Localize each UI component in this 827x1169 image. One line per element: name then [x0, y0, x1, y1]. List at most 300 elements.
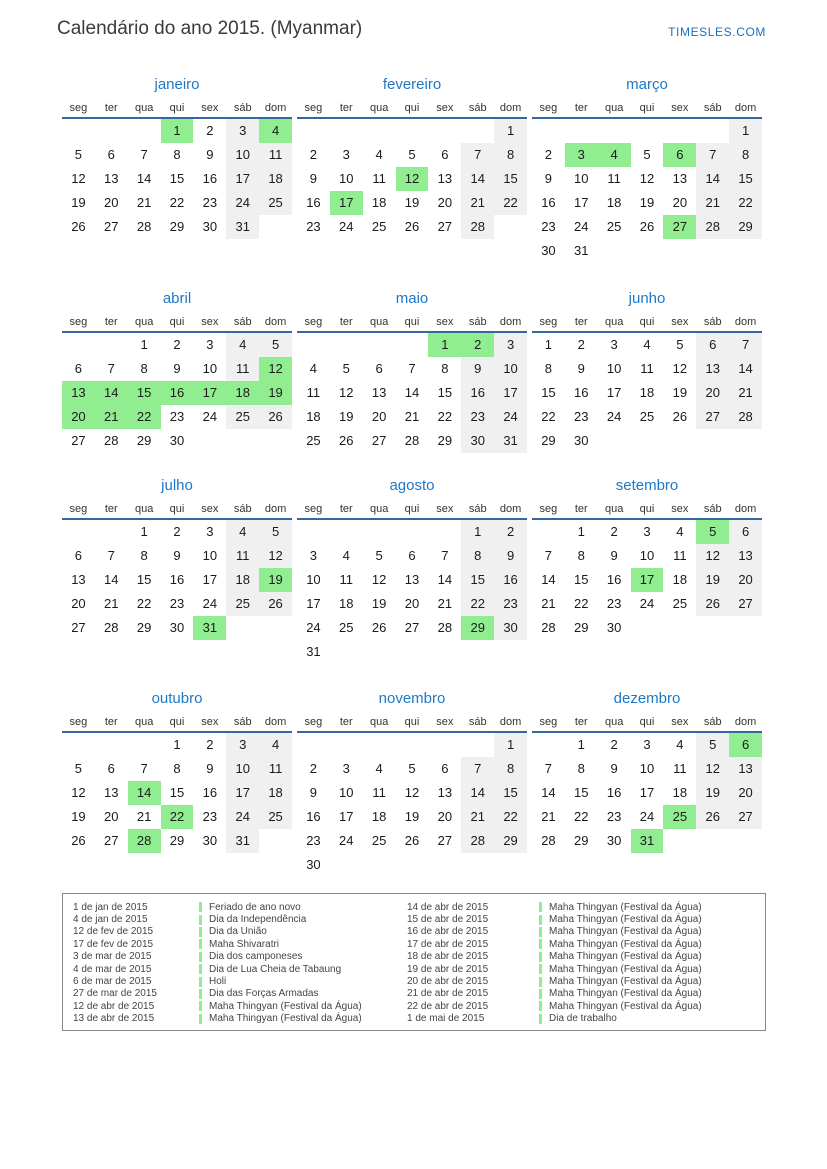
day-cell: 3 — [342, 761, 350, 776]
weekday-label: qui — [169, 716, 185, 728]
day-cell: 10 — [306, 572, 321, 587]
holiday-name-cell — [199, 1001, 407, 1012]
week-row — [532, 143, 762, 167]
week-row — [62, 357, 292, 381]
holiday-date: 21 de abr de 2015 — [407, 988, 489, 1000]
day-cell: 6 — [441, 147, 449, 162]
day-cell: 13 — [404, 572, 420, 587]
holiday-marker-icon — [539, 964, 542, 974]
day-cell: 7 — [408, 361, 416, 376]
week-row — [297, 143, 527, 167]
day-cell — [363, 119, 396, 143]
day-cell: 9 — [610, 761, 618, 776]
day-cell: 10 — [639, 761, 655, 776]
week-row — [297, 405, 527, 429]
day-cell: 27 — [729, 592, 762, 616]
day-cell: 25 — [672, 596, 688, 611]
week-row — [297, 119, 527, 143]
day-cell: 25 — [226, 592, 259, 616]
weekday-label: qui — [639, 316, 655, 328]
week-row — [532, 381, 762, 405]
day-cell: 20 — [62, 405, 95, 429]
day-cell: 31 — [226, 829, 259, 853]
holiday-date: 20 de abr de 2015 — [407, 976, 489, 988]
day-cell: 23 — [169, 409, 185, 424]
day-cell: 8 — [173, 761, 181, 776]
week-row — [297, 757, 527, 781]
month-março — [532, 75, 762, 289]
day-cell: 30 — [574, 433, 589, 448]
day-cell: 9 — [461, 357, 494, 381]
day-cell: 1 — [494, 733, 527, 757]
day-cell: 24 — [202, 596, 218, 611]
day-cell: 1 — [494, 119, 527, 143]
legend-row — [73, 1013, 765, 1025]
weekday-header — [62, 99, 292, 119]
month-title: dezembro — [613, 690, 681, 707]
holiday-marker-icon — [199, 964, 202, 974]
day-cell: 28 — [128, 829, 161, 853]
day-cell: 5 — [342, 361, 350, 376]
holiday-name-cell — [199, 964, 407, 975]
day-cell: 29 — [541, 433, 556, 448]
holiday-date: 12 de fev de 2015 — [73, 926, 154, 938]
day-cell: 17 — [202, 572, 218, 587]
day-cell: 5 — [408, 761, 416, 776]
day-cell — [259, 616, 292, 640]
weekday-label: qui — [169, 102, 185, 114]
holiday-marker-icon — [199, 915, 202, 925]
day-cell: 19 — [696, 568, 729, 592]
legend-row — [73, 926, 765, 938]
weekday-label: ter — [339, 503, 353, 515]
day-cell: 17 — [606, 385, 622, 400]
weekday-label: sáb — [468, 503, 487, 515]
day-cell: 26 — [639, 219, 655, 234]
weekday-label: sáb — [703, 102, 722, 114]
day-cell: 14 — [95, 381, 128, 405]
day-cell: 2 — [610, 737, 618, 752]
weekday-label: qui — [169, 316, 185, 328]
day-cell — [631, 429, 664, 453]
day-cell: 10 — [339, 785, 354, 800]
day-cell — [396, 640, 429, 664]
day-cell: 13 — [672, 171, 688, 186]
day-cell: 14 — [541, 785, 556, 800]
holiday-marker-icon — [199, 952, 202, 962]
day-cell: 11 — [372, 171, 386, 186]
weekday-label: dom — [264, 316, 287, 328]
day-cell — [396, 119, 429, 143]
day-cell: 9 — [206, 147, 214, 162]
day-cell: 5 — [643, 147, 651, 162]
day-cell: 23 — [541, 219, 556, 234]
day-cell: 26 — [71, 833, 86, 848]
day-cell: 12 — [259, 357, 292, 381]
month-title: abril — [162, 290, 192, 307]
weekday-label: ter — [104, 503, 118, 515]
day-cell: 3 — [494, 333, 527, 357]
day-cell — [330, 853, 363, 877]
holiday-name: Dia da Independência — [209, 914, 307, 926]
day-cell — [565, 119, 598, 143]
weekday-label: ter — [339, 716, 353, 728]
day-cell: 29 — [494, 829, 527, 853]
weekday-label: qui — [169, 503, 185, 515]
month-title: agosto — [389, 477, 435, 494]
day-cell: 29 — [136, 620, 152, 635]
week-row — [532, 357, 762, 381]
day-cell: 10 — [606, 361, 622, 376]
weekday-label: dom — [499, 316, 522, 328]
day-cell: 4 — [259, 119, 292, 143]
day-cell: 10 — [574, 171, 589, 186]
day-cell: 12 — [371, 572, 387, 587]
day-cell: 14 — [461, 781, 494, 805]
weekday-label: dom — [734, 503, 757, 515]
weekday-label: sáb — [233, 316, 252, 328]
weekday-label: seg — [539, 716, 558, 728]
weekday-header — [297, 313, 527, 333]
weekday-label: dom — [264, 503, 287, 515]
day-cell: 8 — [544, 361, 553, 376]
week-row — [62, 829, 292, 853]
day-cell: 28 — [541, 620, 556, 635]
month-agosto — [297, 476, 527, 689]
day-cell: 20 — [437, 809, 453, 824]
day-cell: 5 — [74, 761, 83, 776]
day-cell: 19 — [259, 381, 292, 405]
weekday-label: sáb — [703, 316, 722, 328]
day-cell: 5 — [259, 333, 292, 357]
day-cell: 22 — [169, 195, 185, 210]
holiday-date: 27 de mar de 2015 — [73, 988, 157, 1000]
weekday-label: dom — [734, 102, 757, 114]
week-row — [62, 191, 292, 215]
weekday-label: ter — [574, 503, 588, 515]
day-cell — [428, 119, 461, 143]
day-cell: 18 — [306, 409, 321, 424]
weekday-label: sex — [201, 716, 219, 728]
day-cell — [461, 733, 494, 757]
holiday-name-cell — [199, 914, 407, 925]
holiday-name-cell — [539, 976, 765, 987]
day-cell: 18 — [226, 381, 259, 405]
holiday-name: Maha Thingyan (Festival da Água) — [549, 963, 702, 975]
weekday-label: sáb — [233, 102, 252, 114]
weekday-label: dom — [499, 102, 522, 114]
day-cell: 31 — [574, 243, 589, 258]
day-cell: 21 — [696, 191, 729, 215]
day-cell: 4 — [309, 361, 318, 376]
day-cell: 9 — [309, 785, 318, 800]
week-row — [297, 333, 527, 357]
day-cell: 1 — [577, 524, 585, 539]
day-cell: 24 — [639, 596, 655, 611]
day-cell: 28 — [461, 215, 494, 239]
day-cell — [297, 119, 330, 143]
day-cell: 22 — [136, 596, 152, 611]
day-cell: 10 — [339, 171, 354, 186]
holiday-marker-icon — [539, 952, 542, 962]
day-cell: 27 — [104, 219, 119, 234]
day-cell: 22 — [461, 592, 494, 616]
week-row — [297, 429, 527, 453]
day-cell: 23 — [202, 195, 218, 210]
day-cell: 25 — [306, 433, 321, 448]
holiday-marker-icon — [539, 1001, 542, 1011]
holiday-date: 18 de abr de 2015 — [407, 951, 489, 963]
weekday-header — [532, 313, 762, 333]
holiday-date: 17 de abr de 2015 — [407, 938, 489, 950]
day-cell: 14 — [404, 385, 420, 400]
day-cell — [330, 520, 363, 544]
day-cell: 14 — [729, 357, 762, 381]
day-cell — [428, 853, 461, 877]
day-cell: 29 — [574, 833, 589, 848]
day-cell: 18 — [371, 809, 387, 824]
day-cell: 23 — [606, 809, 622, 824]
weekday-label: seg — [304, 102, 323, 114]
weekday-label: ter — [574, 102, 588, 114]
day-cell: 21 — [95, 405, 128, 429]
day-cell: 7 — [441, 548, 449, 563]
day-cell: 19 — [672, 385, 688, 400]
day-cell: 4 — [643, 337, 651, 352]
week-row — [297, 781, 527, 805]
day-cell: 5 — [696, 733, 729, 757]
day-cell: 4 — [676, 737, 684, 752]
holiday-name-cell — [199, 902, 407, 913]
weekday-label: dom — [264, 716, 287, 728]
day-cell: 13 — [371, 385, 387, 400]
holiday-name: Dia dos camponeses — [209, 951, 303, 963]
day-cell: 8 — [173, 147, 181, 162]
day-cell: 28 — [104, 620, 119, 635]
holiday-marker-icon — [199, 989, 202, 999]
holiday-name: Dia da União — [209, 926, 267, 938]
day-cell: 26 — [672, 409, 688, 424]
day-cell: 7 — [107, 548, 115, 563]
day-cell: 30 — [202, 833, 218, 848]
day-cell — [494, 215, 527, 239]
weekday-label: ter — [104, 716, 118, 728]
day-cell: 18 — [672, 572, 688, 587]
day-cell: 12 — [71, 171, 86, 186]
week-row — [532, 239, 762, 263]
week-row — [62, 544, 292, 568]
month-title: junho — [628, 290, 666, 307]
day-cell: 29 — [729, 215, 762, 239]
holiday-name-cell — [199, 988, 407, 999]
day-cell — [226, 616, 259, 640]
holiday-marker-icon — [199, 1001, 202, 1011]
weekday-label: sex — [436, 102, 454, 114]
week-row — [62, 405, 292, 429]
month-title: março — [626, 76, 668, 93]
holiday-marker-icon — [539, 1014, 542, 1024]
holiday-date: 22 de abr de 2015 — [407, 1000, 489, 1012]
legend-row — [73, 1000, 765, 1012]
holiday-date: 15 de abr de 2015 — [407, 914, 489, 926]
month-title: maio — [395, 290, 429, 307]
week-row — [62, 381, 292, 405]
weekday-label: qui — [639, 503, 655, 515]
holiday-name-cell — [199, 1013, 407, 1024]
day-cell: 23 — [169, 596, 185, 611]
weekday-label: seg — [304, 316, 323, 328]
day-cell: 9 — [173, 548, 181, 563]
day-cell: 2 — [461, 333, 494, 357]
holiday-name-cell — [199, 939, 407, 950]
weekday-label: qua — [134, 316, 154, 328]
day-cell: 26 — [259, 592, 292, 616]
weekday-label: seg — [539, 503, 558, 515]
day-cell — [62, 733, 95, 757]
day-cell — [62, 333, 95, 357]
week-row — [62, 568, 292, 592]
weekday-label: qua — [604, 316, 624, 328]
week-row — [532, 733, 762, 757]
holiday-name: Maha Thingyan (Festival da Água) — [549, 914, 702, 926]
day-cell: 5 — [375, 548, 383, 563]
day-cell: 14 — [104, 572, 119, 587]
weekday-label: sex — [671, 503, 689, 515]
day-cell: 29 — [169, 219, 185, 234]
day-cell — [259, 429, 292, 453]
weekday-label: dom — [264, 102, 287, 114]
month-title: setembro — [615, 477, 679, 494]
month-title: fevereiro — [382, 76, 442, 93]
day-cell: 12 — [672, 361, 688, 376]
day-cell: 3 — [610, 337, 618, 352]
weekday-label: sáb — [703, 716, 722, 728]
day-cell: 28 — [104, 433, 119, 448]
day-cell: 2 — [610, 524, 618, 539]
day-cell: 15 — [574, 785, 589, 800]
day-cell: 4 — [226, 333, 259, 357]
weekday-label: sáb — [233, 503, 252, 515]
day-cell: 8 — [494, 757, 527, 781]
day-cell — [363, 520, 396, 544]
day-cell: 22 — [437, 409, 453, 424]
day-cell: 9 — [309, 171, 318, 186]
weekday-label: sex — [436, 503, 454, 515]
day-cell: 17 — [226, 167, 259, 191]
day-cell: 25 — [371, 833, 387, 848]
weekday-header — [62, 313, 292, 333]
day-cell: 15 — [574, 572, 589, 587]
day-cell: 31 — [494, 429, 527, 453]
day-cell: 15 — [136, 572, 152, 587]
day-cell — [663, 429, 696, 453]
site-link[interactable]: TIMESLES.COM — [668, 25, 766, 39]
day-cell: 24 — [574, 219, 589, 234]
weekday-label: qua — [369, 716, 389, 728]
day-cell: 15 — [169, 171, 185, 186]
day-cell: 6 — [107, 761, 115, 776]
day-cell — [396, 520, 429, 544]
week-row — [62, 733, 292, 757]
day-cell: 6 — [107, 147, 115, 162]
day-cell — [330, 333, 363, 357]
weekday-header — [532, 99, 762, 119]
day-cell — [95, 119, 128, 143]
weekday-label: sex — [201, 503, 219, 515]
month-setembro — [532, 476, 762, 689]
day-cell: 11 — [306, 385, 321, 400]
day-cell: 26 — [696, 805, 729, 829]
day-cell — [428, 520, 461, 544]
day-cell: 4 — [375, 147, 383, 162]
day-cell — [363, 733, 396, 757]
week-row — [297, 357, 527, 381]
week-row — [532, 829, 762, 853]
day-cell: 1 — [161, 119, 194, 143]
week-row — [62, 757, 292, 781]
day-cell: 6 — [74, 361, 83, 376]
day-cell — [461, 853, 494, 877]
day-cell: 11 — [339, 572, 354, 587]
week-row — [62, 429, 292, 453]
holiday-name-cell — [539, 964, 765, 975]
day-cell: 27 — [71, 433, 86, 448]
holiday-marker-icon — [539, 977, 542, 987]
day-cell — [330, 733, 363, 757]
day-cell: 6 — [408, 548, 416, 563]
day-cell: 21 — [461, 191, 494, 215]
day-cell: 13 — [437, 785, 453, 800]
holiday-date: 13 de abr de 2015 — [73, 1013, 155, 1025]
holiday-name: Dia de Lua Cheia de Tabaung — [209, 963, 342, 975]
weekday-label: seg — [69, 316, 88, 328]
day-cell: 22 — [128, 405, 161, 429]
day-cell: 16 — [494, 568, 527, 592]
legend-row — [73, 975, 765, 987]
week-row — [297, 640, 527, 664]
day-cell: 11 — [640, 361, 654, 376]
day-cell — [494, 640, 527, 664]
day-cell: 13 — [437, 171, 453, 186]
day-cell: 1 — [544, 337, 553, 352]
week-row — [62, 805, 292, 829]
weekday-label: qua — [369, 503, 389, 515]
day-cell: 22 — [574, 596, 589, 611]
holiday-name-cell — [539, 902, 765, 913]
holiday-marker-icon — [539, 989, 542, 999]
day-cell: 21 — [437, 596, 453, 611]
day-cell: 11 — [226, 544, 259, 568]
day-cell: 28 — [729, 405, 762, 429]
day-cell: 22 — [161, 805, 194, 829]
month-fevereiro — [297, 75, 527, 289]
week-row — [297, 853, 527, 877]
day-cell: 28 — [541, 833, 556, 848]
day-cell: 22 — [574, 809, 589, 824]
day-cell — [696, 239, 729, 263]
day-cell: 3 — [226, 733, 259, 757]
day-cell: 11 — [259, 143, 292, 167]
week-row — [532, 805, 762, 829]
day-cell: 27 — [104, 833, 119, 848]
holiday-marker-icon — [199, 939, 202, 949]
day-cell: 20 — [404, 596, 420, 611]
day-cell: 27 — [404, 620, 420, 635]
day-cell: 27 — [437, 833, 453, 848]
weekday-label: dom — [734, 716, 757, 728]
day-cell: 1 — [173, 737, 181, 752]
holiday-date: 4 de mar de 2015 — [73, 963, 152, 975]
